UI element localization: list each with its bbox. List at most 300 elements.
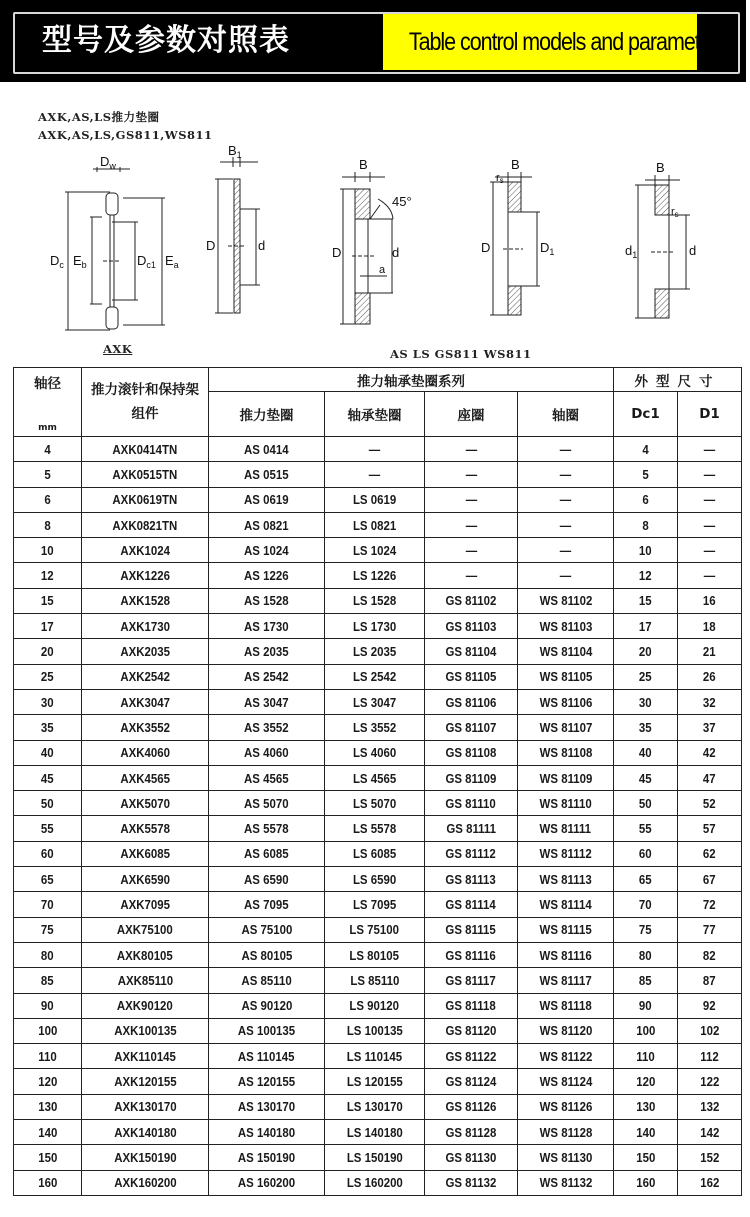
cell-assembly-text: AXK4565 bbox=[120, 770, 170, 786]
cell-housing-washer-text: GS 81109 bbox=[445, 770, 497, 786]
cell-assembly bbox=[82, 1018, 209, 1043]
cell-dc1 bbox=[614, 664, 678, 689]
cell-d1-text: 142 bbox=[699, 1124, 720, 1140]
cell-thrust-washer-text: AS 7095 bbox=[244, 896, 289, 912]
cell-bearing-washer-text: LS 5070 bbox=[352, 795, 397, 811]
svg-text:B: B bbox=[656, 160, 665, 175]
cell-shaft-text: 85 bbox=[41, 972, 54, 988]
cell-dc1-text: 160 bbox=[635, 1175, 656, 1191]
cell-dc1-text: 110 bbox=[636, 1048, 655, 1064]
cell-d1-text: 42 bbox=[703, 745, 716, 761]
cell-housing-washer-text: GS 81132 bbox=[445, 1175, 497, 1191]
cell-assembly-text: AXK75100 bbox=[117, 922, 173, 938]
cell-thrust-washer bbox=[209, 867, 325, 892]
cell-thrust-washer bbox=[209, 1120, 325, 1145]
cell-shaft-washer-text: WS 81120 bbox=[539, 1023, 592, 1039]
cell-assembly bbox=[82, 614, 209, 639]
ls-drawing bbox=[340, 172, 393, 324]
svg-text:D1: $D_1$ bbox=[540, 240, 555, 257]
cell-bearing-washer-text: LS 0821 bbox=[352, 517, 397, 533]
cell-d1 bbox=[678, 942, 742, 967]
cell-housing-washer bbox=[425, 1170, 518, 1195]
cell-thrust-washer bbox=[209, 689, 325, 714]
cell-bearing-washer bbox=[325, 437, 425, 462]
svg-text:d: d bbox=[258, 238, 266, 253]
svg-text:Dw: $D_w$ bbox=[100, 154, 116, 171]
cell-bearing-washer bbox=[325, 1145, 425, 1170]
cell-d1 bbox=[678, 917, 742, 942]
cell-shaft bbox=[14, 1120, 82, 1145]
cell-thrust-washer-text: AS 0414 bbox=[244, 441, 289, 457]
cell-housing-washer-text: GS 81110 bbox=[445, 795, 497, 811]
cell-housing-washer bbox=[425, 841, 518, 866]
cell-d1-text: 87 bbox=[703, 972, 716, 988]
cell-dc1-text: 25 bbox=[639, 669, 652, 685]
cell-thrust-washer-text: AS 1528 bbox=[244, 593, 289, 609]
cell-assembly-text: AXK1730 bbox=[120, 618, 170, 634]
cell-dc1-text: 75 bbox=[639, 922, 652, 938]
cell-bearing-washer-text: LS 150190 bbox=[346, 1149, 403, 1165]
cell-d1 bbox=[678, 1069, 742, 1094]
cell-d1 bbox=[678, 765, 742, 790]
cell-bearing-washer-text: LS 3552 bbox=[352, 719, 397, 735]
cell-bearing-washer-text: LS 7095 bbox=[352, 896, 397, 912]
cell-thrust-washer bbox=[209, 487, 325, 512]
svg-text:D: D bbox=[332, 245, 342, 260]
cell-thrust-washer bbox=[209, 917, 325, 942]
header-dimensions: 外型尺寸 bbox=[614, 368, 742, 392]
cell-thrust-washer bbox=[209, 740, 325, 765]
cell-thrust-washer-text: AS 100135 bbox=[237, 1023, 296, 1039]
cell-thrust-washer bbox=[209, 841, 325, 866]
cell-dc1 bbox=[614, 563, 678, 588]
table-row bbox=[14, 816, 742, 841]
bearing-diagrams bbox=[0, 95, 750, 365]
cell-shaft bbox=[14, 588, 82, 613]
cell-bearing-washer-text: LS 4060 bbox=[352, 745, 397, 761]
cell-housing-washer-text: GS 81111 bbox=[446, 821, 496, 837]
cell-housing-washer bbox=[425, 715, 518, 740]
cell-thrust-washer bbox=[209, 993, 325, 1018]
cell-housing-washer-text: GS 81107 bbox=[445, 719, 497, 735]
cell-dc1 bbox=[614, 487, 678, 512]
cell-bearing-washer-text: LS 75100 bbox=[349, 922, 400, 938]
svg-text:Dc1: $D_{c1}$ bbox=[137, 253, 156, 270]
cell-d1 bbox=[678, 1145, 742, 1170]
cell-dc1 bbox=[614, 892, 678, 917]
cell-housing-washer bbox=[425, 538, 518, 563]
cell-bearing-washer bbox=[325, 1018, 425, 1043]
cell-dc1 bbox=[614, 1120, 678, 1145]
cell-shaft-washer-text: WS 81130 bbox=[539, 1149, 592, 1165]
cell-thrust-washer bbox=[209, 1044, 325, 1069]
cell-shaft-washer bbox=[518, 538, 614, 563]
cell-thrust-washer bbox=[209, 538, 325, 563]
cell-assembly bbox=[82, 487, 209, 512]
svg-text:Dc: $D_c$ bbox=[50, 253, 64, 270]
cell-shaft-washer-text: WS 81128 bbox=[539, 1124, 592, 1140]
cell-bearing-washer bbox=[325, 1170, 425, 1195]
cell-shaft bbox=[14, 639, 82, 664]
header-assembly-line2: 组件 bbox=[131, 406, 159, 422]
cell-shaft bbox=[14, 1069, 82, 1094]
cell-thrust-washer-text: AS 4565 bbox=[244, 770, 289, 786]
cell-bearing-washer bbox=[325, 740, 425, 765]
cell-d1 bbox=[678, 867, 742, 892]
header-shaft-unit: mm bbox=[38, 423, 57, 433]
cell-d1-text: 21 bbox=[703, 644, 716, 660]
svg-text:d1: $d_1$ bbox=[625, 243, 638, 260]
cell-dc1-text: 60 bbox=[639, 846, 652, 862]
cell-assembly bbox=[82, 1044, 209, 1069]
cell-housing-washer-text: GS 81115 bbox=[445, 922, 497, 938]
cell-bearing-washer-text: LS 2035 bbox=[352, 644, 397, 660]
cell-assembly bbox=[82, 664, 209, 689]
table-row bbox=[14, 538, 742, 563]
cell-d1-text: 67 bbox=[703, 871, 716, 887]
cell-shaft-washer bbox=[518, 816, 614, 841]
cell-bearing-washer bbox=[325, 639, 425, 664]
cell-shaft-text: 75 bbox=[41, 922, 54, 938]
cell-d1-text: — bbox=[703, 441, 716, 457]
cell-shaft-washer-text: WS 81114 bbox=[539, 896, 592, 912]
cell-assembly-text: AXK5070 bbox=[120, 795, 170, 811]
cell-d1 bbox=[678, 639, 742, 664]
cell-shaft bbox=[14, 740, 82, 765]
cell-dc1 bbox=[614, 512, 678, 537]
cell-assembly bbox=[82, 765, 209, 790]
cell-housing-washer-text: GS 81105 bbox=[445, 669, 497, 685]
cell-bearing-washer-text: LS 0619 bbox=[352, 492, 397, 508]
cell-shaft bbox=[14, 1094, 82, 1119]
cell-d1 bbox=[678, 1044, 742, 1069]
cell-thrust-washer bbox=[209, 816, 325, 841]
table-row bbox=[14, 841, 742, 866]
header-dc1: Dc1 bbox=[614, 392, 678, 437]
axk-label: AXK bbox=[103, 342, 133, 356]
cell-bearing-washer bbox=[325, 588, 425, 613]
cell-shaft-washer-text: WS 81117 bbox=[539, 972, 592, 988]
cell-assembly-text: AXK120155 bbox=[113, 1074, 177, 1090]
cell-shaft bbox=[14, 791, 82, 816]
cell-housing-washer bbox=[425, 1145, 518, 1170]
cell-thrust-washer bbox=[209, 1069, 325, 1094]
cell-thrust-washer-text: AS 140180 bbox=[237, 1124, 296, 1140]
header-shaft-label: 轴径 bbox=[34, 376, 61, 392]
cell-assembly-text: AXK1226 bbox=[120, 568, 170, 584]
cell-housing-washer-text: GS 81124 bbox=[445, 1074, 497, 1090]
cell-assembly-text: AXK0821TN bbox=[112, 517, 178, 533]
cell-housing-washer-text: GS 81113 bbox=[445, 871, 497, 887]
cell-dc1 bbox=[614, 1094, 678, 1119]
cell-assembly bbox=[82, 917, 209, 942]
cell-assembly bbox=[82, 816, 209, 841]
cell-shaft-text: 5 bbox=[44, 466, 51, 482]
cell-bearing-washer bbox=[325, 1094, 425, 1119]
cell-assembly-text: AXK130170 bbox=[113, 1099, 177, 1115]
cell-bearing-washer-text: LS 140180 bbox=[346, 1124, 403, 1140]
cell-thrust-washer bbox=[209, 563, 325, 588]
cell-thrust-washer bbox=[209, 1145, 325, 1170]
cell-housing-washer bbox=[425, 639, 518, 664]
cell-shaft-washer-text: — bbox=[559, 492, 572, 508]
table-row bbox=[14, 512, 742, 537]
cell-shaft-washer bbox=[518, 993, 614, 1018]
cell-thrust-washer-text: AS 0619 bbox=[244, 492, 289, 508]
cell-dc1-text: 70 bbox=[639, 896, 652, 912]
cell-housing-washer bbox=[425, 1120, 518, 1145]
cell-dc1-text: 140 bbox=[635, 1124, 656, 1140]
cell-dc1 bbox=[614, 588, 678, 613]
table-row bbox=[14, 437, 742, 462]
cell-dc1-text: 12 bbox=[639, 568, 652, 584]
cell-shaft-washer-text: — bbox=[559, 441, 572, 457]
cell-housing-washer-text: — bbox=[465, 441, 477, 457]
cell-d1-text: 37 bbox=[703, 719, 716, 735]
cell-bearing-washer-text: LS 1226 bbox=[352, 568, 397, 584]
cell-assembly bbox=[82, 639, 209, 664]
cell-shaft-washer bbox=[518, 639, 614, 664]
cell-assembly-text: AXK100135 bbox=[113, 1023, 177, 1039]
cell-dc1-text: 55 bbox=[639, 821, 652, 837]
cell-shaft-washer bbox=[518, 462, 614, 487]
cell-shaft-text: 8 bbox=[44, 517, 51, 533]
table-row bbox=[14, 715, 742, 740]
cell-shaft-washer bbox=[518, 765, 614, 790]
cell-shaft-washer-text: WS 81118 bbox=[539, 998, 592, 1014]
cell-d1-text: — bbox=[703, 568, 716, 584]
cell-dc1 bbox=[614, 1044, 678, 1069]
cell-assembly-text: AXK0619TN bbox=[112, 492, 178, 508]
cell-shaft-washer-text: WS 81109 bbox=[539, 770, 592, 786]
cell-housing-washer-text: GS 81120 bbox=[445, 1023, 497, 1039]
cell-d1 bbox=[678, 841, 742, 866]
cell-d1 bbox=[678, 689, 742, 714]
cell-thrust-washer bbox=[209, 588, 325, 613]
table-row bbox=[14, 917, 742, 942]
table-row bbox=[14, 689, 742, 714]
cell-d1-text: 162 bbox=[699, 1175, 720, 1191]
cell-d1-text: 112 bbox=[700, 1048, 719, 1064]
cell-assembly bbox=[82, 588, 209, 613]
cell-shaft bbox=[14, 1145, 82, 1170]
cell-shaft-text: 15 bbox=[41, 593, 54, 609]
cell-bearing-washer bbox=[325, 917, 425, 942]
cell-housing-washer-text: — bbox=[465, 517, 477, 533]
cell-housing-washer bbox=[425, 689, 518, 714]
cell-d1 bbox=[678, 1120, 742, 1145]
table-row bbox=[14, 867, 742, 892]
cell-bearing-washer-text: LS 6085 bbox=[352, 846, 397, 862]
table-row bbox=[14, 968, 742, 993]
cell-dc1-text: 30 bbox=[639, 694, 652, 710]
cell-assembly-text: AXK150190 bbox=[113, 1149, 177, 1165]
cell-dc1-text: 10 bbox=[639, 542, 652, 558]
cell-d1-text: 152 bbox=[699, 1149, 720, 1165]
table-row bbox=[14, 639, 742, 664]
svg-text:B1: $B_1$ bbox=[228, 143, 242, 160]
cell-housing-washer bbox=[425, 993, 518, 1018]
cell-housing-washer bbox=[425, 462, 518, 487]
cell-bearing-washer-text: LS 80105 bbox=[349, 947, 400, 963]
cell-bearing-washer-text: LS 6590 bbox=[352, 871, 397, 887]
cell-dc1 bbox=[614, 1145, 678, 1170]
cell-shaft bbox=[14, 841, 82, 866]
cell-shaft-text: 60 bbox=[41, 846, 54, 862]
cell-shaft-washer bbox=[518, 1120, 614, 1145]
cell-housing-washer bbox=[425, 740, 518, 765]
cell-thrust-washer-text: AS 3047 bbox=[244, 694, 289, 710]
cell-dc1-text: 4 bbox=[642, 441, 649, 457]
cell-assembly-text: AXK2035 bbox=[120, 644, 170, 660]
cell-bearing-washer bbox=[325, 614, 425, 639]
cell-assembly bbox=[82, 538, 209, 563]
gs-drawing bbox=[490, 172, 540, 315]
cell-shaft-washer-text: WS 81103 bbox=[539, 618, 592, 634]
cell-bearing-washer bbox=[325, 512, 425, 537]
cell-dc1 bbox=[614, 765, 678, 790]
cell-dc1 bbox=[614, 867, 678, 892]
cell-shaft-washer bbox=[518, 715, 614, 740]
cell-assembly-text: AXK5578 bbox=[120, 821, 170, 837]
cell-dc1 bbox=[614, 462, 678, 487]
svg-text:B: B bbox=[359, 157, 368, 172]
cell-shaft bbox=[14, 614, 82, 639]
table-row bbox=[14, 664, 742, 689]
table-row bbox=[14, 563, 742, 588]
cell-shaft bbox=[14, 917, 82, 942]
svg-text:Ea: $E_a$ bbox=[165, 253, 179, 270]
cell-thrust-washer bbox=[209, 1170, 325, 1195]
cell-bearing-washer bbox=[325, 1120, 425, 1145]
cell-housing-washer-text: — bbox=[465, 466, 477, 482]
cell-d1-text: — bbox=[703, 492, 716, 508]
cell-thrust-washer bbox=[209, 462, 325, 487]
cell-shaft-washer bbox=[518, 487, 614, 512]
cell-shaft-washer-text: — bbox=[559, 568, 572, 584]
cell-housing-washer bbox=[425, 512, 518, 537]
cell-thrust-washer-text: AS 110145 bbox=[238, 1048, 295, 1064]
cell-assembly bbox=[82, 462, 209, 487]
cell-shaft bbox=[14, 462, 82, 487]
cell-shaft-text: 160 bbox=[37, 1175, 58, 1191]
cell-d1 bbox=[678, 437, 742, 462]
cell-shaft bbox=[14, 968, 82, 993]
cell-dc1 bbox=[614, 740, 678, 765]
cell-dc1-text: 6 bbox=[642, 492, 649, 508]
diagram-caption-2: AXK,AS,LS,GS811,WS811 bbox=[38, 128, 213, 142]
cell-assembly bbox=[82, 993, 209, 1018]
cell-housing-washer bbox=[425, 588, 518, 613]
cell-shaft-washer bbox=[518, 1044, 614, 1069]
cell-shaft-text: 17 bbox=[41, 618, 54, 634]
cell-dc1 bbox=[614, 538, 678, 563]
cell-assembly bbox=[82, 968, 209, 993]
cell-shaft-text: 25 bbox=[41, 669, 54, 685]
cell-dc1-text: 15 bbox=[639, 593, 652, 609]
cell-dc1-text: 17 bbox=[639, 618, 652, 634]
cell-thrust-washer-text: AS 85110 bbox=[241, 972, 292, 988]
cell-housing-washer bbox=[425, 816, 518, 841]
cell-shaft-washer bbox=[518, 1170, 614, 1195]
cell-dc1-text: 130 bbox=[635, 1099, 656, 1115]
cell-assembly bbox=[82, 1120, 209, 1145]
cell-shaft-text: 50 bbox=[41, 795, 54, 811]
svg-text:D: D bbox=[481, 240, 491, 255]
cell-d1-text: 57 bbox=[703, 821, 716, 837]
table-row bbox=[14, 588, 742, 613]
cell-d1-text: 16 bbox=[703, 593, 716, 609]
table-row bbox=[14, 1018, 742, 1043]
header-assembly-line1: 推力滚针和保持架 bbox=[91, 382, 199, 398]
cell-shaft-text: 80 bbox=[41, 947, 54, 963]
cell-thrust-washer-text: AS 80105 bbox=[241, 947, 292, 963]
svg-text:rs: rs bbox=[496, 172, 504, 185]
cell-dc1 bbox=[614, 968, 678, 993]
cell-assembly bbox=[82, 791, 209, 816]
cell-thrust-washer bbox=[209, 791, 325, 816]
cell-dc1-text: 65 bbox=[639, 871, 652, 887]
cell-housing-washer bbox=[425, 563, 518, 588]
model-parameter-table bbox=[13, 367, 742, 1196]
cell-assembly bbox=[82, 867, 209, 892]
cell-d1 bbox=[678, 664, 742, 689]
cell-shaft bbox=[14, 715, 82, 740]
cell-bearing-washer-text: LS 120155 bbox=[346, 1074, 403, 1090]
cell-d1 bbox=[678, 462, 742, 487]
cell-shaft-washer-text: WS 81108 bbox=[539, 745, 592, 761]
cell-housing-washer-text: GS 81122 bbox=[445, 1048, 497, 1064]
cell-dc1-text: 20 bbox=[639, 644, 652, 660]
cell-bearing-washer-text: LS 1730 bbox=[352, 618, 397, 634]
cell-bearing-washer bbox=[325, 867, 425, 892]
cell-shaft-washer bbox=[518, 614, 614, 639]
cell-bearing-washer bbox=[325, 968, 425, 993]
cell-d1 bbox=[678, 791, 742, 816]
cell-d1-text: 62 bbox=[703, 846, 716, 862]
svg-text:rs: rs bbox=[671, 206, 679, 219]
cell-bearing-washer-text: LS 110145 bbox=[346, 1048, 403, 1064]
cell-bearing-washer bbox=[325, 538, 425, 563]
table-row bbox=[14, 791, 742, 816]
cell-dc1-text: 8 bbox=[642, 517, 649, 533]
cell-housing-washer-text: GS 81118 bbox=[445, 998, 497, 1014]
cell-thrust-washer-text: AS 5070 bbox=[244, 795, 289, 811]
cell-bearing-washer-text: LS 3047 bbox=[352, 694, 397, 710]
header-washer-series: 推力轴承垫圈系列 bbox=[209, 368, 614, 392]
cell-dc1-text: 85 bbox=[639, 972, 652, 988]
svg-text:a: a bbox=[379, 264, 386, 276]
cell-assembly bbox=[82, 512, 209, 537]
cell-dc1 bbox=[614, 639, 678, 664]
cell-housing-washer bbox=[425, 968, 518, 993]
cell-thrust-washer bbox=[209, 614, 325, 639]
cell-thrust-washer-text: AS 1730 bbox=[244, 618, 289, 634]
cell-bearing-washer bbox=[325, 664, 425, 689]
cell-thrust-washer bbox=[209, 512, 325, 537]
table-row bbox=[14, 462, 742, 487]
cell-d1 bbox=[678, 816, 742, 841]
cell-shaft bbox=[14, 1044, 82, 1069]
header-housing-washer: 座圈 bbox=[425, 392, 518, 437]
cell-assembly bbox=[82, 1069, 209, 1094]
cell-assembly bbox=[82, 1145, 209, 1170]
cell-thrust-washer-text: AS 75100 bbox=[241, 922, 292, 938]
cell-assembly-text: AXK1528 bbox=[120, 593, 170, 609]
cell-shaft-washer bbox=[518, 867, 614, 892]
cell-dc1 bbox=[614, 614, 678, 639]
cell-d1 bbox=[678, 563, 742, 588]
